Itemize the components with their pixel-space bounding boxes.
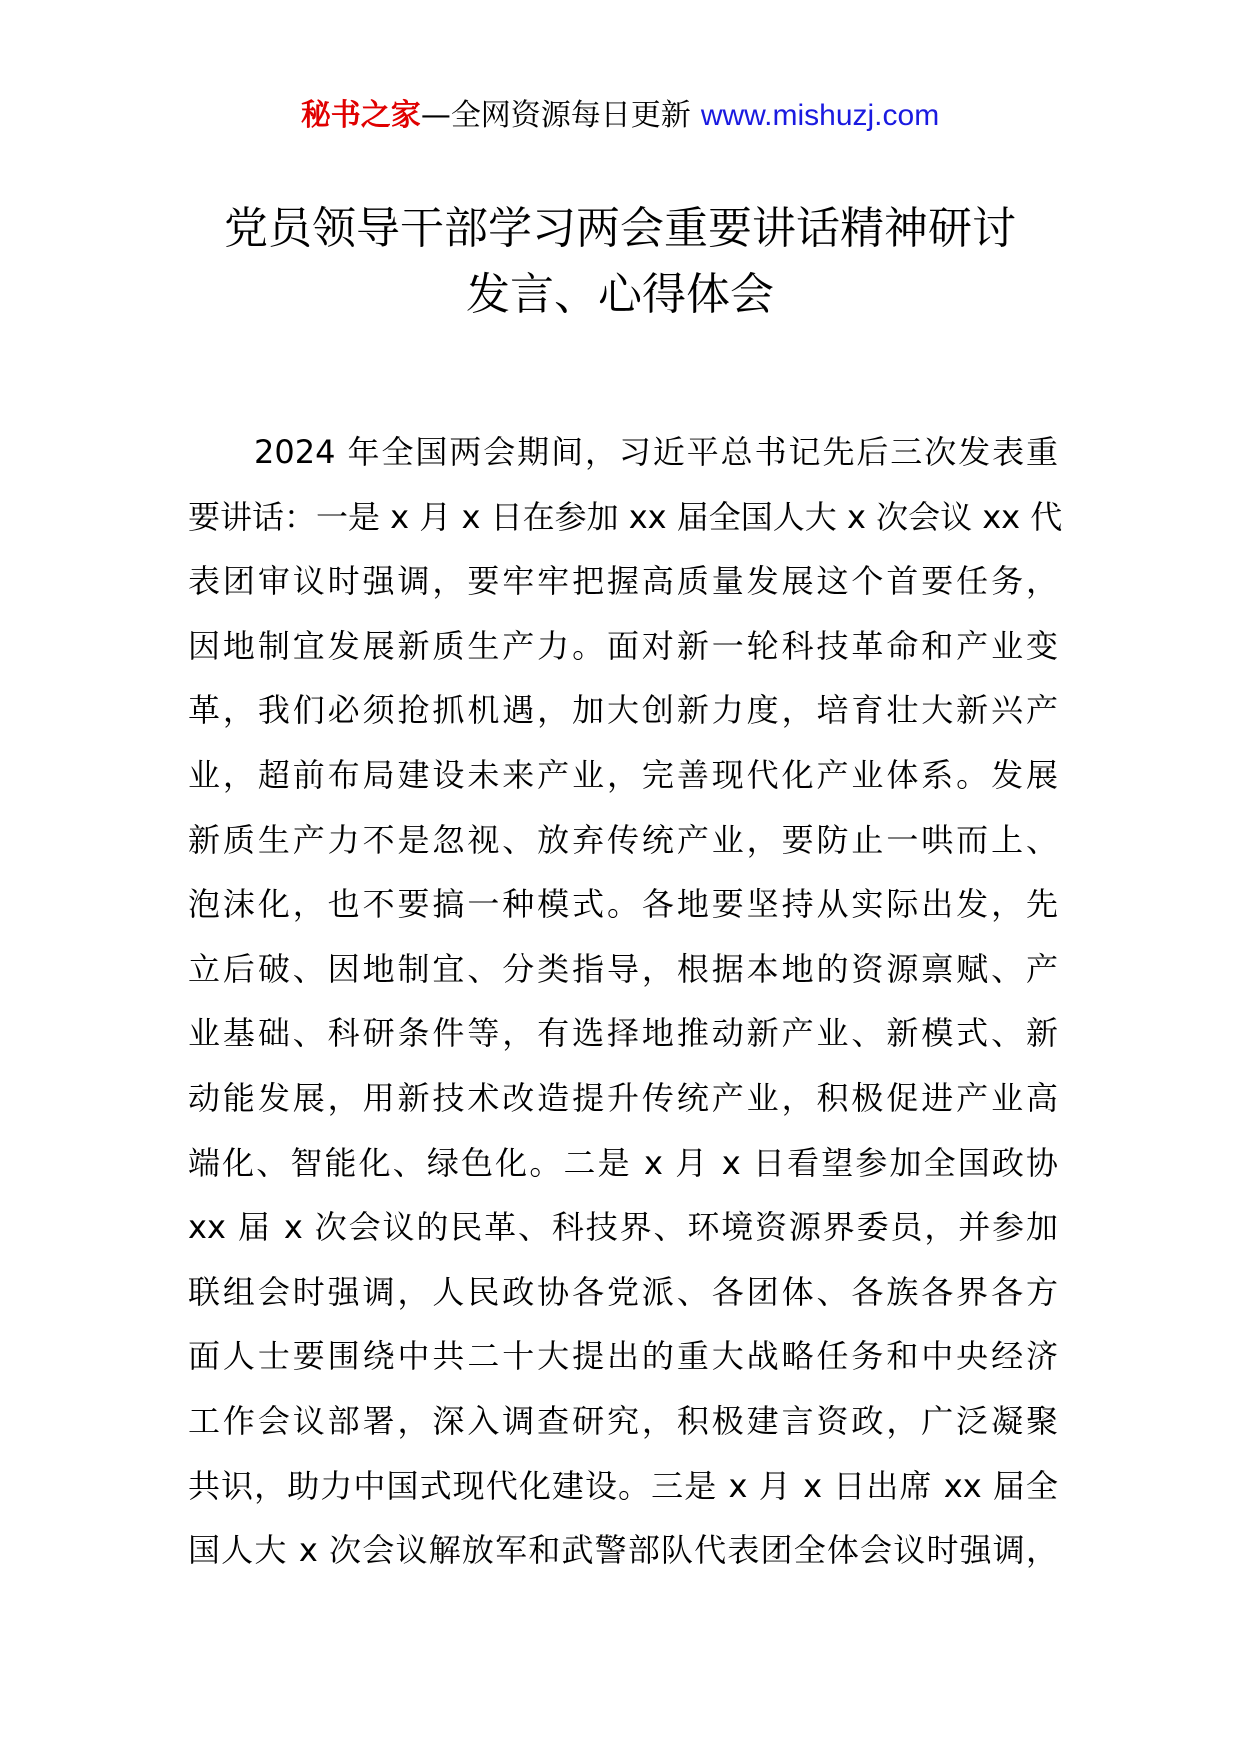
document-title: [120, 196, 1120, 328]
body-line: 共识，助力中国式现代化建设。三是 x 月 x 日出席 xx 届全: [188, 1466, 1058, 1505]
header-tagline: —全网资源每日更新: [420, 98, 691, 133]
body-line: 动能发展，用新技术改造提升传统产业，积极促进产业高: [188, 1078, 1058, 1117]
site-url-link[interactable]: www.mishuzj.com: [700, 99, 940, 132]
body-line: 因地制宜发展新质生产力。面对新一轮科技革命和产业变: [188, 626, 1058, 665]
body-line: 要讲话：一是 x 月 x 日在参加 xx 届全国人大 x 次会议 xx 代: [188, 497, 1063, 536]
brand-name: 秘书之家: [300, 98, 421, 133]
body-line: 工作会议部署，深入调查研究，积极建言资政，广泛凝聚: [188, 1401, 1058, 1440]
body-line: 业基础、科研条件等，有选择地推动新产业、新模式、新: [188, 1014, 1058, 1053]
body-line: 端化、智能化、绿色化。二是 x 月 x 日看望参加全国政协: [188, 1143, 1058, 1182]
body-line: 表团审议时强调，要牢牢把握高质量发展这个首要任务，: [188, 562, 1058, 601]
title-line-2: 发言、心得体会: [466, 269, 774, 320]
title-line-1: 党员领导干部学习两会重要讲话精神研讨: [224, 203, 1016, 254]
body-line: 2024 年全国两会期间，习近平总书记先后三次发表重: [254, 433, 1058, 471]
body-line: 泡沫化，也不要搞一种模式。各地要坚持从实际出发，先: [188, 885, 1058, 924]
body-line: 新质生产力不是忽视、放弃传统产业，要防止一哄而上、: [188, 820, 1058, 859]
body-paragraph: [188, 420, 1063, 1583]
body-line: 业，超前布局建设未来产业，完善现代化产业体系。发展: [188, 755, 1058, 794]
body-line: 联组会时强调，人民政协各党派、各团体、各族各界各方: [188, 1272, 1058, 1311]
body-line: 国人大 x 次会议解放军和武警部队代表团全体会议时强调，: [188, 1531, 1058, 1570]
body-line: 革，我们必须抢抓机遇，加大创新力度，培育壮大新兴产: [188, 691, 1058, 730]
body-line: 面人士要围绕中共二十大提出的重大战略任务和中央经济: [188, 1337, 1058, 1376]
body-line: 立后破、因地制宜、分类指导，根据本地的资源禀赋、产: [188, 949, 1058, 988]
body-line: xx 届 x 次会议的民革、科技界、环境资源界委员，并参加: [188, 1208, 1058, 1247]
site-header: [0, 96, 1240, 136]
